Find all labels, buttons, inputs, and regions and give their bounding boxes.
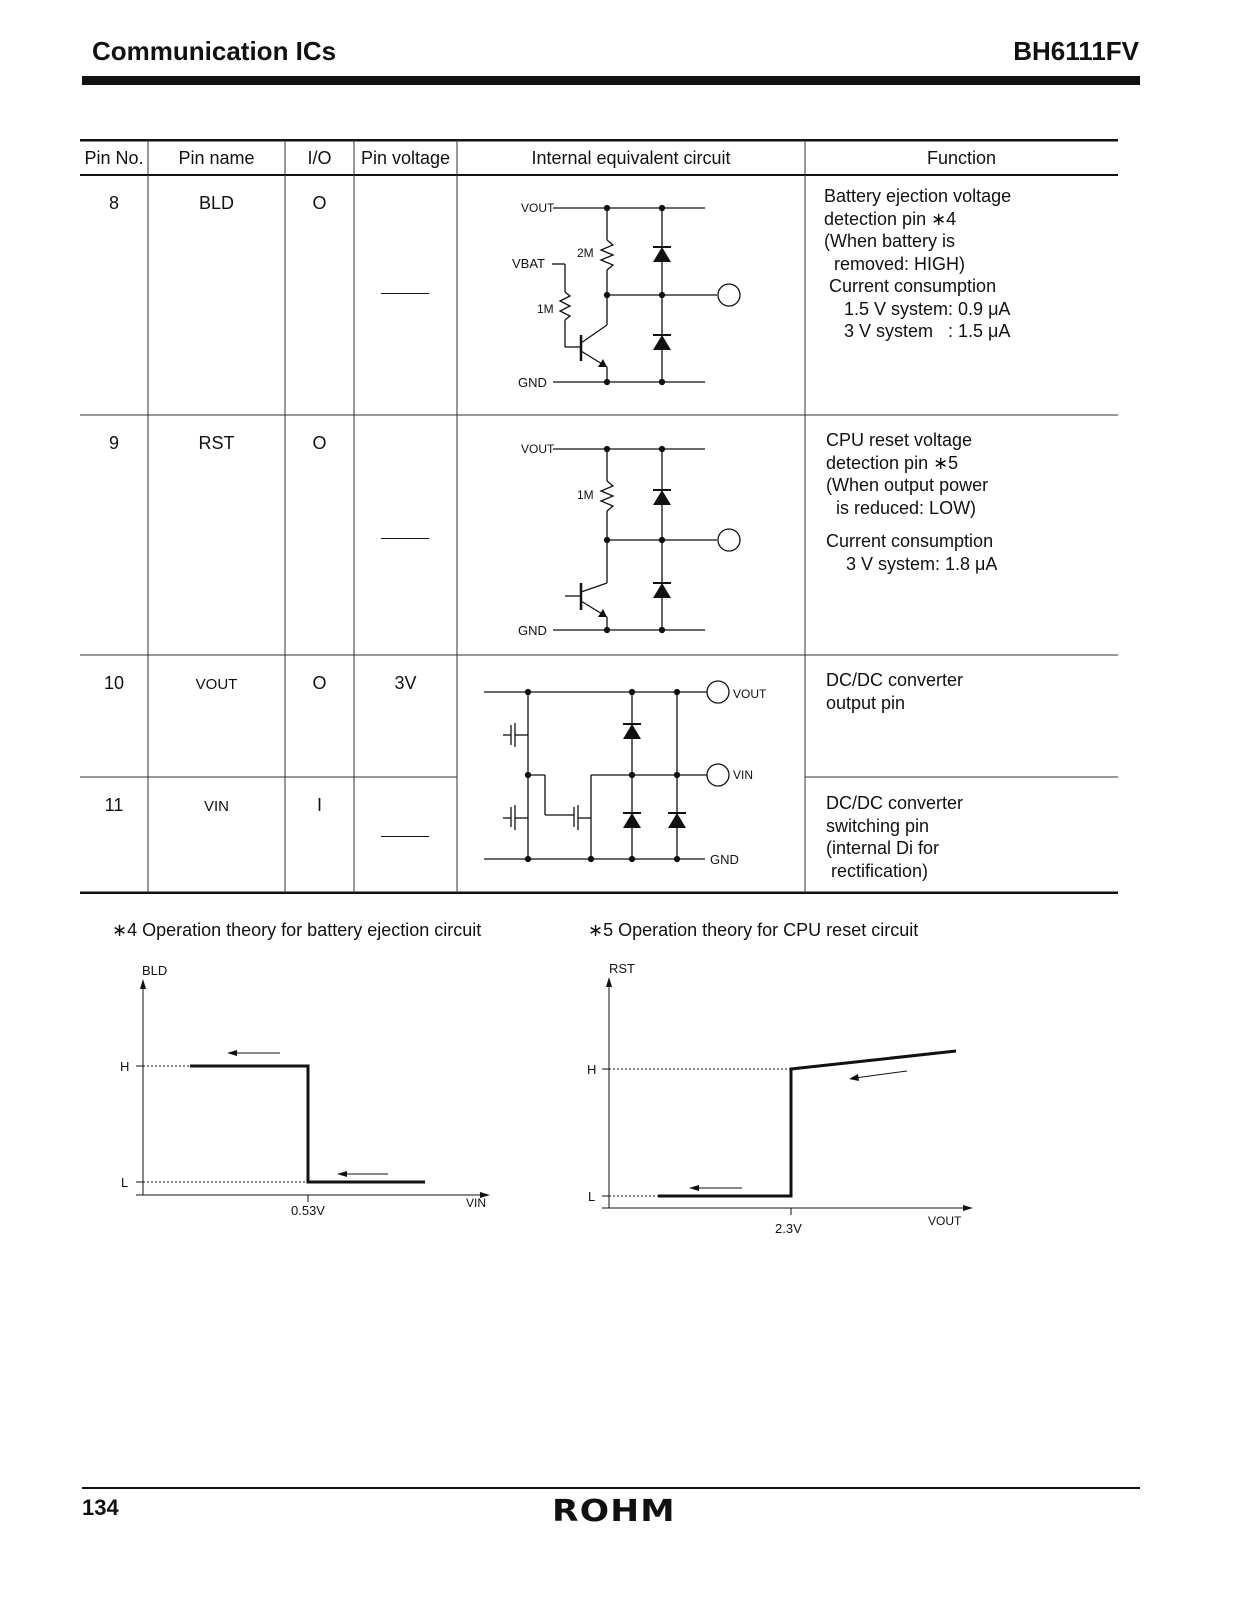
bld-vout-label: VOUT xyxy=(521,201,555,215)
bld-gnd-label: GND xyxy=(518,375,547,390)
row11-voltage-dash xyxy=(381,836,429,837)
dcdc-vin-label: VIN xyxy=(733,768,754,782)
rohm-logo: ROHM xyxy=(552,1494,676,1529)
col-header-function: Function xyxy=(926,148,997,168)
row9-pin-name: RST xyxy=(198,433,235,453)
row8-voltage-dash xyxy=(381,293,429,294)
row9-io: O xyxy=(312,433,327,453)
bld-2m-label: 2M xyxy=(577,246,594,260)
graph4-h-label: H xyxy=(120,1059,130,1074)
row9-function-consumption: Current consumption 3 V system: 1.8 μA xyxy=(826,531,998,574)
row10-pin-name-text: VOUT xyxy=(195,676,238,693)
graph-rst xyxy=(570,955,990,1245)
row11-pin-no: 11 xyxy=(104,795,124,815)
graph-bld xyxy=(100,955,520,1225)
col-header-pin-name: Pin name xyxy=(178,148,255,168)
page-header-title: Communication ICs xyxy=(92,36,337,66)
circuit-bld xyxy=(457,175,805,415)
dcdc-vout-label: VOUT xyxy=(733,687,767,701)
header-rule xyxy=(82,76,1140,85)
graph4-x-label: VIN xyxy=(466,1196,487,1210)
graph5-x-label: VOUT xyxy=(928,1214,962,1228)
note-5-title: ∗5 Operation theory for CPU reset circuit xyxy=(588,920,919,940)
graph4-threshold-label: 0.53V xyxy=(291,1203,325,1218)
row10-pin-no: 10 xyxy=(103,673,125,693)
col-header-pin-no: Pin No. xyxy=(84,148,144,168)
row9-voltage-dash xyxy=(381,538,429,539)
circuit-rst xyxy=(457,415,805,655)
col-header-io: I/O xyxy=(307,148,332,168)
row8-function: Battery ejection voltage detection pin ∗4 (When battery is removed: HIGH) Current consumption 1.5 V system: 0.9 μA 3 V system : 1.5 μA xyxy=(824,186,1012,341)
row9-pin-no: 9 xyxy=(108,433,119,453)
col-header-circuit: Internal equivalent circuit xyxy=(531,148,731,168)
row10-io: O xyxy=(312,673,327,693)
page-number: 134 xyxy=(82,1495,119,1520)
row10-pin-name xyxy=(148,673,285,694)
circuit-dcdc xyxy=(457,655,805,893)
note-4-title: ∗4 Operation theory for battery ejection circuit xyxy=(112,920,482,940)
col-header-pin-voltage: Pin voltage xyxy=(360,148,451,168)
row11-pin-name-text: VIN xyxy=(203,798,229,815)
dcdc-gnd-label: GND xyxy=(710,852,739,867)
row8-pin-no: 8 xyxy=(108,193,119,213)
bld-1m-label: 1M xyxy=(537,302,554,316)
graph4-y-label: BLD xyxy=(142,963,168,978)
graph5-y-label: RST xyxy=(609,961,635,976)
row11-function: DC/DC converter switching pin (internal Di for rectification) xyxy=(826,793,964,881)
rst-vout-label: VOUT xyxy=(521,442,555,456)
graph4-l-label: L xyxy=(121,1175,129,1190)
row8-io: O xyxy=(312,193,327,213)
rst-gnd-label: GND xyxy=(518,623,547,638)
row8-pin-name: BLD xyxy=(198,193,234,213)
row9-function: CPU reset voltage detection pin ∗5 (When output power is reduced: LOW) xyxy=(826,430,989,518)
bld-vbat-label: VBAT xyxy=(512,256,545,271)
row11-pin-name xyxy=(148,795,285,816)
row10-voltage: 3V xyxy=(394,673,417,693)
graph5-h-label: H xyxy=(587,1062,597,1077)
footer-rule xyxy=(82,1487,1140,1489)
graph5-l-label: L xyxy=(588,1189,596,1204)
row10-function: DC/DC converter output pin xyxy=(826,670,964,713)
pin-table xyxy=(80,139,1118,894)
row11-io: I xyxy=(316,795,322,815)
part-number: BH6111FV xyxy=(1013,36,1139,66)
graph5-threshold-label: 2.3V xyxy=(775,1221,802,1236)
rst-1m-label: 1M xyxy=(577,488,594,502)
